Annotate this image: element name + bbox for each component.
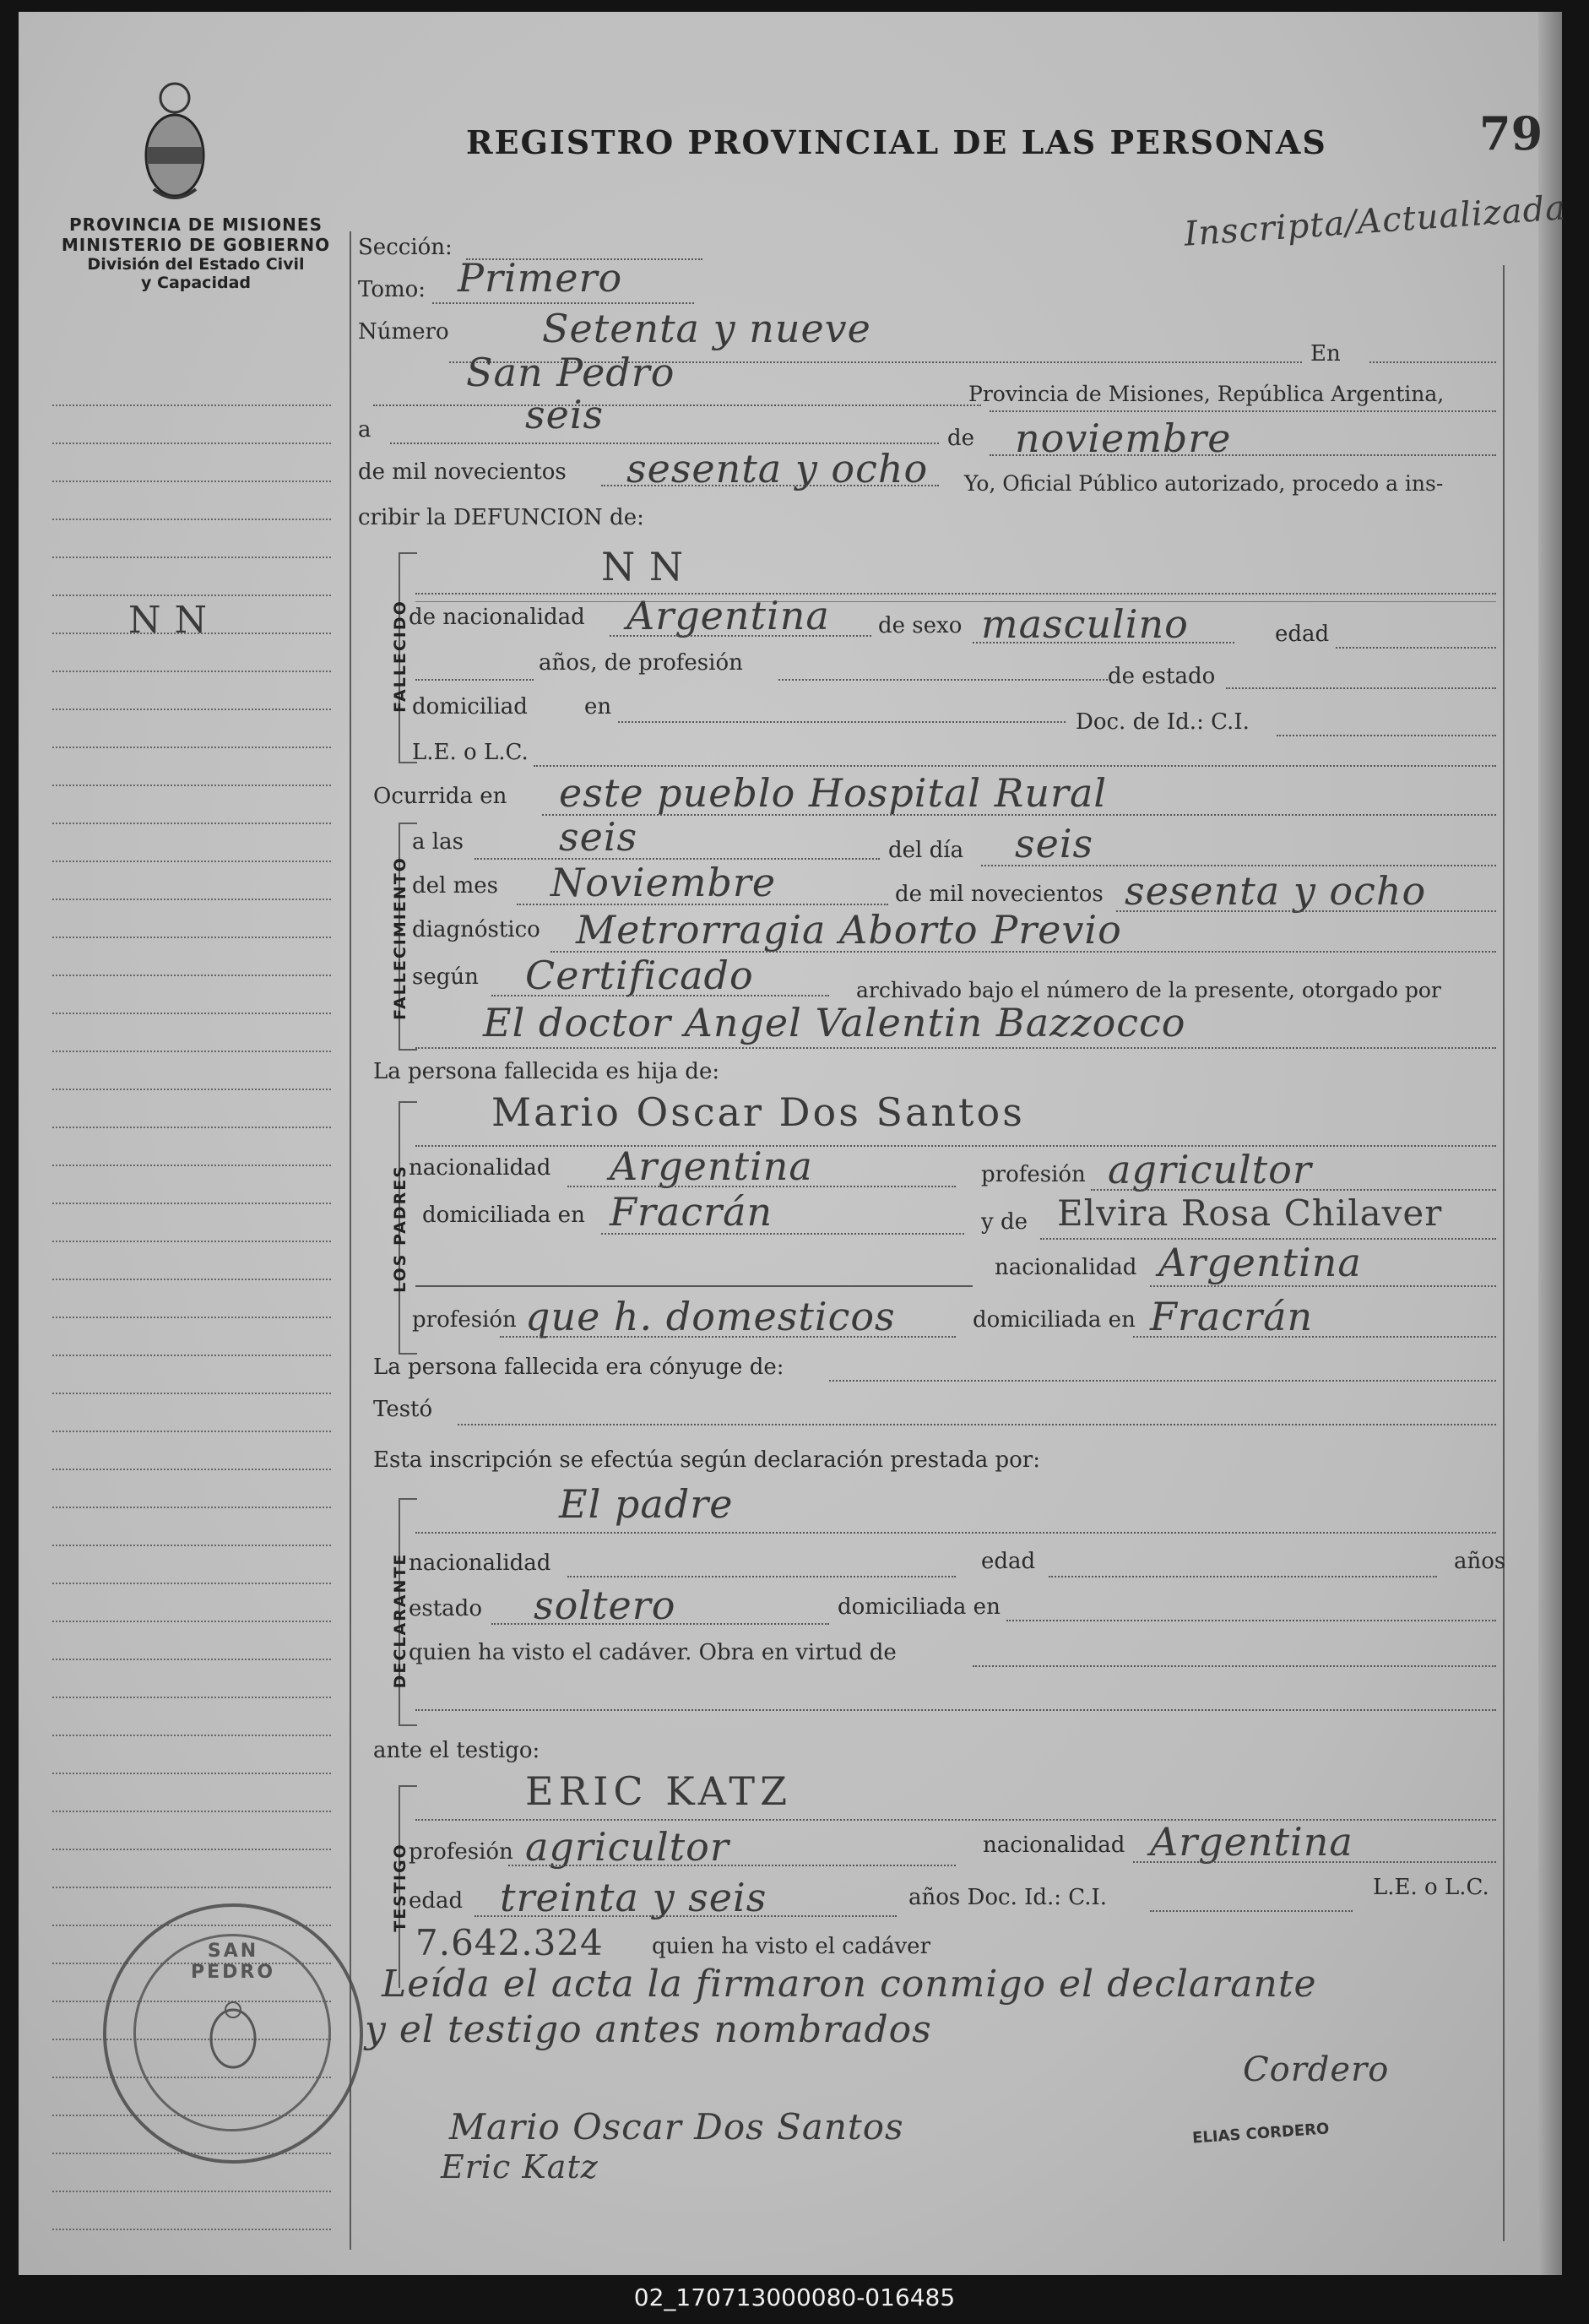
issuer-line-4: y Capacidad bbox=[141, 274, 251, 292]
fallecido-domiciliado-label: domiciliad bbox=[412, 694, 528, 719]
madre-profesion: que h. domesticos bbox=[525, 1294, 896, 1339]
testigo-edad-label: edad bbox=[409, 1888, 464, 1914]
conyuge-label: La persona fallecida era cónyuge de: bbox=[373, 1355, 784, 1380]
fallecido-edad-label: edad bbox=[1275, 622, 1330, 647]
dia-value: seis bbox=[1015, 821, 1094, 866]
fallecido-label: FALLECIDO bbox=[391, 600, 409, 713]
mes-label: del mes bbox=[412, 873, 498, 899]
mes-value: Noviembre bbox=[550, 860, 777, 905]
fallecido-nacionalidad-label: de nacionalidad bbox=[409, 605, 585, 630]
inscripcion-text: Esta inscripción se efectúa según declaración prestada por: bbox=[373, 1447, 1040, 1473]
cribir-text: cribir la DEFUNCION de: bbox=[358, 505, 644, 530]
ocurrida-label: Ocurrida en bbox=[373, 784, 507, 809]
page-number: 79 bbox=[1479, 106, 1543, 160]
testigo-nacionalidad-label: nacionalidad bbox=[983, 1833, 1125, 1858]
padres-label: LOS PADRES bbox=[391, 1165, 409, 1293]
padre-nacionalidad: Argentina bbox=[610, 1143, 813, 1189]
testigo-doc-value: 7.642.324 bbox=[415, 1922, 604, 1963]
archivado-text: archivado bajo el número de la presente, otorgado por bbox=[856, 978, 1441, 1002]
diagnostico-value: Metrorragia Aborto Previo bbox=[576, 907, 1122, 953]
signature-testigo: Eric Katz bbox=[441, 2148, 599, 2186]
margin-divider bbox=[350, 231, 351, 2250]
registry-seal bbox=[103, 1903, 363, 2164]
image-caption: 02_170713000080-016485 bbox=[633, 2283, 956, 2311]
fallecido-name: N N bbox=[601, 544, 685, 589]
closing-line-2: y el testigo antes nombrados bbox=[365, 2008, 932, 2051]
testo-label: Testó bbox=[373, 1397, 433, 1422]
declarante-estado: soltero bbox=[534, 1583, 676, 1628]
fallecido-sexo: masculino bbox=[981, 601, 1189, 647]
testigo-intro: ante el testigo: bbox=[373, 1738, 540, 1763]
y-de-label: y de bbox=[981, 1209, 1028, 1235]
madre-name: Elvira Rosa Chilaver bbox=[1057, 1192, 1443, 1234]
mil-label: de mil novecientos bbox=[895, 882, 1104, 907]
testigo-label: TESTIGO bbox=[391, 1843, 409, 1932]
lugar-value: San Pedro bbox=[466, 350, 675, 395]
fallecido-nacionalidad: Argentina bbox=[626, 593, 830, 638]
padre-name: Mario Oscar Dos Santos bbox=[491, 1089, 1025, 1135]
issuer-line-3: División del Estado Civil bbox=[87, 255, 305, 274]
seal-emblem bbox=[206, 2000, 260, 2076]
declarante-nacionalidad-label: nacionalidad bbox=[409, 1550, 551, 1576]
testigo-edad: treinta y seis bbox=[500, 1875, 767, 1920]
testigo-cadaver-text: quien ha visto el cadáver bbox=[652, 1934, 931, 1959]
fallecido-estado-label: de estado bbox=[1108, 664, 1216, 689]
anio-value-fallecimiento: sesenta y ocho bbox=[1125, 868, 1427, 914]
segun-value: Certificado bbox=[525, 953, 754, 998]
fallecido-anios-label: años, de profesión bbox=[539, 650, 743, 676]
del-dia-label: del día bbox=[888, 838, 964, 863]
padre-profesion-label: profesión bbox=[981, 1162, 1086, 1187]
mil-novecientos-label: de mil novecientos bbox=[358, 459, 567, 485]
hora-value: seis bbox=[559, 814, 638, 860]
declarante-cadaver-text: quien ha visto el cadáver. Obra en virtud de bbox=[409, 1640, 897, 1665]
declarante-estado-label: estado bbox=[409, 1596, 482, 1621]
signature-official: Cordero bbox=[1243, 2050, 1390, 2089]
mes-value: noviembre bbox=[1015, 415, 1232, 461]
margin-name: N N bbox=[128, 599, 208, 642]
de-label: de bbox=[947, 426, 975, 451]
madre-profesion-label: profesión bbox=[412, 1307, 517, 1333]
fallecido-en-label: en bbox=[584, 694, 612, 719]
fallecido-le-label: L.E. o L.C. bbox=[412, 740, 529, 765]
book-edge bbox=[1538, 12, 1562, 2275]
page-title: REGISTRO PROVINCIAL DE LAS PERSONAS bbox=[466, 123, 1327, 161]
a-las-label: a las bbox=[412, 829, 464, 855]
padre-domicilio-label: domiciliada en bbox=[422, 1203, 585, 1228]
declarante-domicilio-label: domiciliada en bbox=[838, 1594, 1001, 1620]
numero-label: Número bbox=[358, 319, 449, 345]
madre-domicilio-label: domiciliada en bbox=[973, 1307, 1136, 1333]
madre-nacionalidad: Argentina bbox=[1158, 1240, 1362, 1285]
right-rule bbox=[1503, 265, 1505, 2241]
issuer-line-2: MINISTERIO DE GOBIERNO bbox=[61, 235, 331, 255]
oficial-text: Yo, Oficial Público autorizado, procedo a ins- bbox=[964, 471, 1444, 496]
provincia-text: Provincia de Misiones, República Argentina, bbox=[968, 382, 1445, 406]
testigo-profesion-label: profesión bbox=[409, 1839, 513, 1865]
tomo-value: Primero bbox=[458, 255, 623, 301]
numero-value: Setenta y nueve bbox=[542, 306, 871, 351]
closing-line-1: Leída el acta la firmaron conmigo el declarante bbox=[382, 1963, 1317, 2006]
testigo-le-label: L.E. o L.C. bbox=[1373, 1875, 1489, 1900]
register-page bbox=[19, 12, 1568, 2275]
issuer-block bbox=[44, 214, 348, 292]
fallecimiento-label: FALLECIMIENTO bbox=[391, 856, 409, 1020]
segun-label: según bbox=[412, 964, 479, 990]
padre-domicilio: Fracrán bbox=[610, 1189, 773, 1235]
seccion-label: Sección: bbox=[358, 235, 453, 260]
issuer-line-1: PROVINCIA DE MISIONES bbox=[69, 214, 323, 235]
medico-value: El doctor Angel Valentin Bazzocco bbox=[483, 1000, 1186, 1045]
fallecido-doc-label: Doc. de Id.: C.I. bbox=[1076, 709, 1250, 735]
padres-intro: La persona fallecida es hija de: bbox=[373, 1059, 720, 1084]
declarante-edad-label: edad bbox=[981, 1549, 1036, 1574]
en-label: En bbox=[1310, 341, 1341, 367]
annotation-top: Inscripta/Actualizada bbox=[1182, 188, 1568, 254]
declarante-anios-label: años bbox=[1454, 1549, 1506, 1574]
fallecido-sexo-label: de sexo bbox=[878, 613, 963, 638]
seal-text: SAN PEDRO bbox=[190, 1941, 276, 1983]
padre-profesion: agricultor bbox=[1108, 1147, 1312, 1192]
testigo-doc-label: años Doc. Id.: C.I. bbox=[908, 1885, 1108, 1910]
testigo-name: ERIC KATZ bbox=[525, 1768, 793, 1814]
dia-value: seis bbox=[525, 392, 605, 437]
official-stamp: ELIAS CORDERO bbox=[1191, 2120, 1330, 2148]
testigo-nacionalidad: Argentina bbox=[1150, 1819, 1353, 1865]
signature-declarante: Mario Oscar Dos Santos bbox=[449, 2106, 904, 2148]
declarante-label: DECLARANTE bbox=[391, 1552, 409, 1689]
madre-nacionalidad-label: nacionalidad bbox=[995, 1255, 1137, 1280]
ocurrida-value: este pueblo Hospital Rural bbox=[559, 770, 1108, 816]
anio-value: sesenta y ocho bbox=[626, 446, 929, 491]
declarante-name: El padre bbox=[559, 1481, 734, 1527]
diagnostico-label: diagnóstico bbox=[412, 917, 540, 942]
madre-domicilio: Fracrán bbox=[1150, 1294, 1314, 1339]
tomo-label: Tomo: bbox=[358, 277, 426, 302]
testigo-profesion: agricultor bbox=[525, 1824, 729, 1870]
a-label: a bbox=[358, 417, 371, 443]
padre-nacionalidad-label: nacionalidad bbox=[409, 1155, 551, 1181]
coat-of-arms-emblem bbox=[137, 79, 213, 206]
